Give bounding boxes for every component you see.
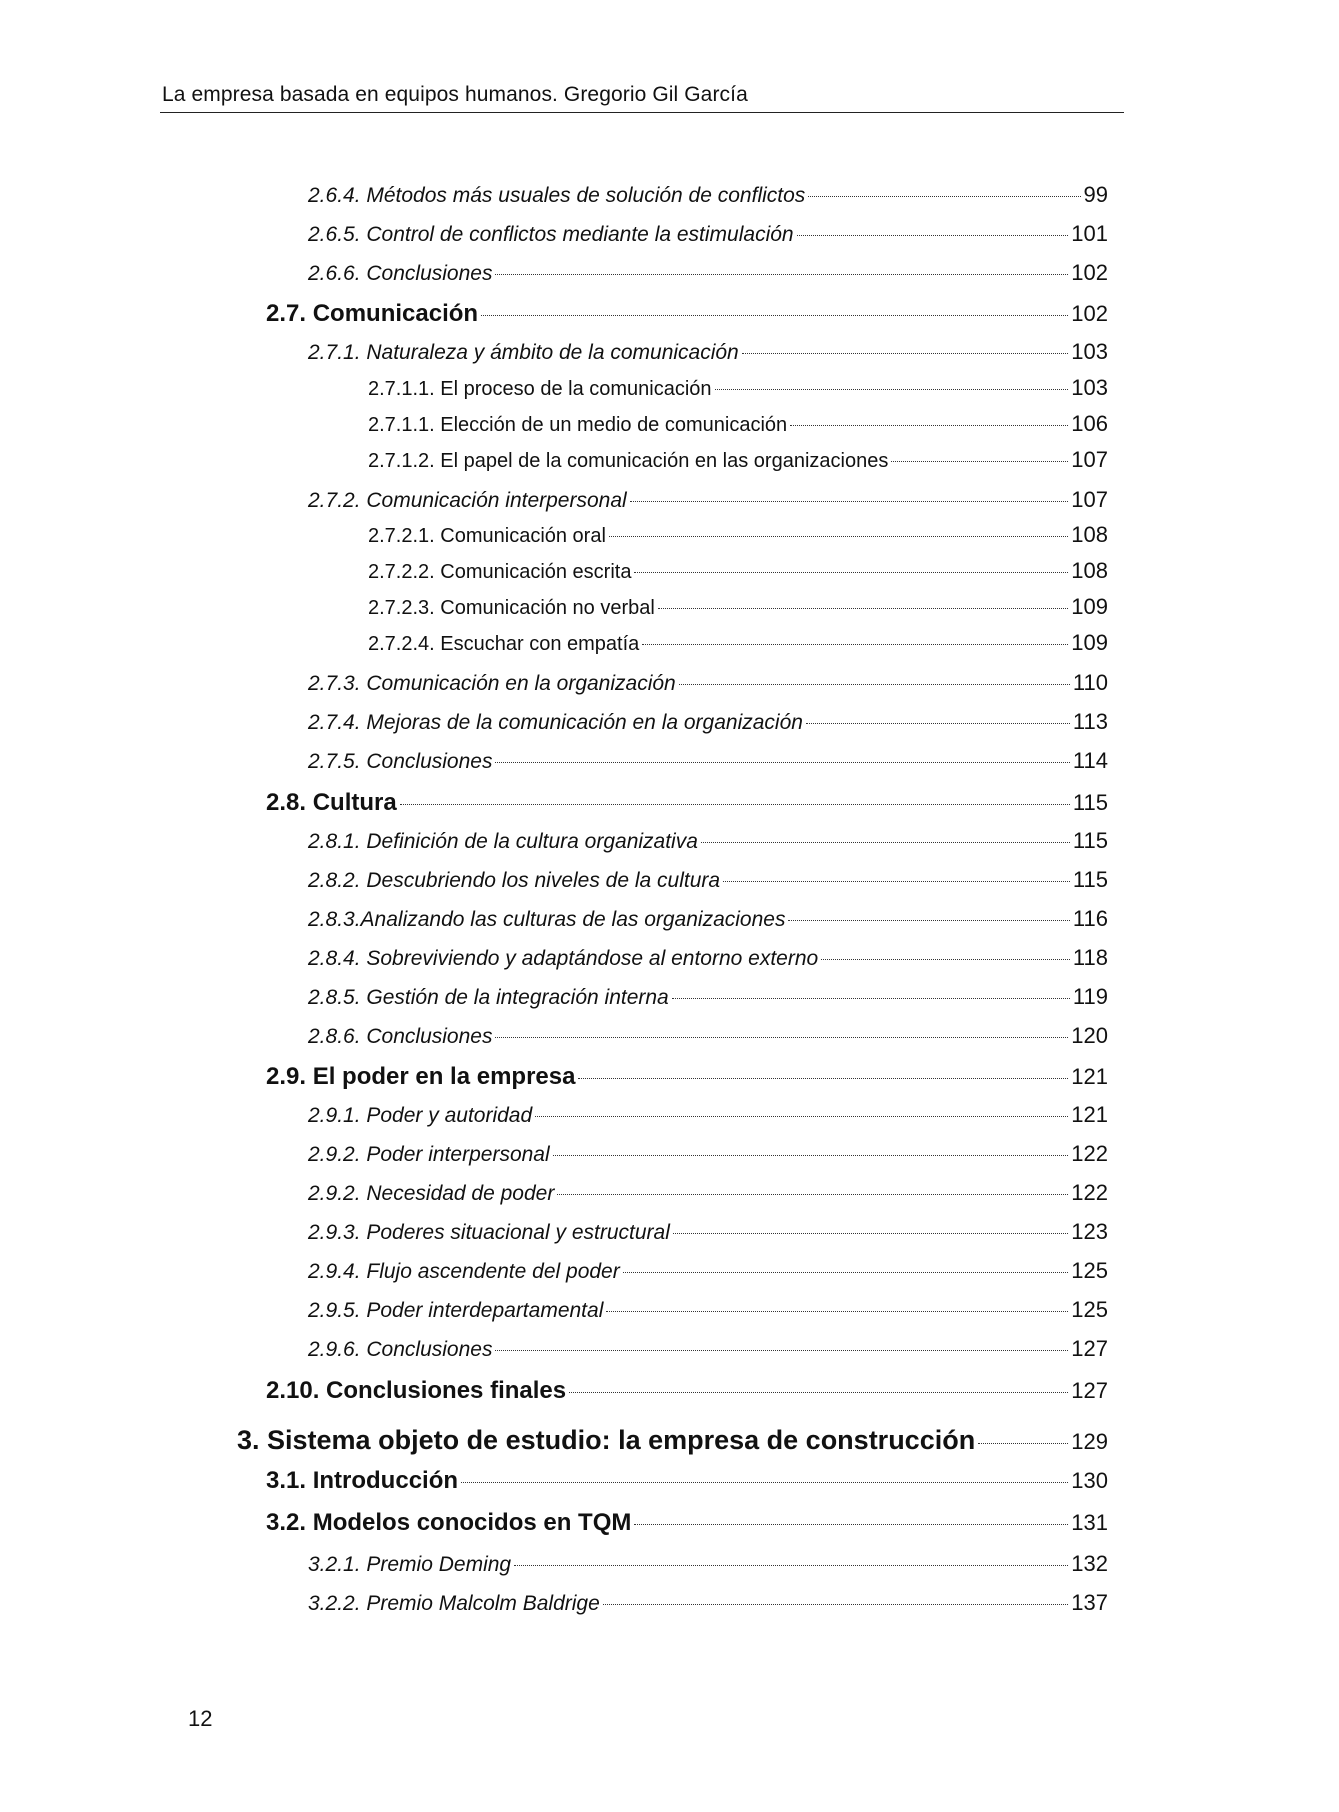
toc-leader-dots [788, 920, 1069, 921]
toc-entry [308, 1590, 1108, 1616]
toc-leader-dots [495, 1350, 1068, 1351]
header-title: La empresa basada en equipos humanos. Gregorio Gil García [162, 83, 748, 106]
toc-leader-dots [400, 804, 1070, 805]
toc-entry-title: 2.8.1. Definición de la cultura organizativa [308, 830, 698, 853]
toc-leader-dots [790, 425, 1068, 426]
toc-leader-dots [806, 723, 1070, 724]
toc-entry-page: 125 [1071, 1297, 1108, 1322]
toc-entry-title: 2.9.4. Flujo ascendente del poder [308, 1260, 620, 1283]
toc-leader-dots [535, 1116, 1068, 1117]
toc-entry [368, 522, 1108, 548]
toc-entry-title: 2.8. Cultura [266, 789, 397, 816]
toc-entry-title: 2.9.2. Poder interpersonal [308, 1143, 550, 1166]
toc-leader-dots [673, 1233, 1068, 1234]
toc-entry [368, 594, 1108, 620]
toc-entry-page: 127 [1071, 1336, 1108, 1361]
toc-entry-title: 2.7.2.4. Escuchar con empatía [368, 633, 640, 655]
toc-leader-dots [553, 1155, 1069, 1156]
toc-leader-dots [603, 1604, 1068, 1605]
toc-entry-page: 115 [1072, 828, 1108, 853]
toc-entry-title: 2.10. Conclusiones finales [266, 1377, 567, 1404]
toc-leader-dots [630, 501, 1069, 502]
toc-entry [308, 670, 1108, 696]
toc-leader-dots [634, 1524, 1068, 1525]
toc-leader-dots [514, 1565, 1068, 1566]
toc-leader-dots [495, 1037, 1068, 1038]
toc-entry-title: 2.8.3.Analizando las culturas de las organizaciones [308, 908, 786, 931]
toc-leader-dots [569, 1392, 1068, 1393]
toc-entry-page: 122 [1071, 1141, 1108, 1166]
toc-entry-page: 109 [1071, 594, 1108, 619]
toc-entry-title: 2.7.2.1. Comunicación oral [368, 525, 606, 547]
toc-entry [308, 748, 1108, 774]
toc-entry-title: 2.9.6. Conclusiones [308, 1338, 493, 1361]
toc-entry [368, 630, 1108, 656]
toc-entry-page: 118 [1072, 945, 1108, 970]
toc-entry-page: 125 [1071, 1258, 1108, 1283]
toc-leader-dots [672, 998, 1070, 999]
toc-entry [308, 1141, 1108, 1167]
toc-entry [308, 260, 1108, 286]
toc-entry-title: 2.9.1. Poder y autoridad [308, 1104, 533, 1127]
toc-entry-title: 3. Sistema objeto de estudio: la empresa de construcción [237, 1425, 976, 1455]
toc-entry-title: 2.7.1.2. El papel de la comunicación en las organizaciones [368, 450, 889, 472]
toc-leader-dots [578, 1078, 1068, 1079]
toc-entry-page: 116 [1072, 906, 1108, 931]
page-number: 12 [188, 1706, 213, 1731]
toc-entry-page: 107 [1071, 487, 1108, 512]
toc-entry [308, 828, 1108, 854]
toc-leader-dots [557, 1194, 1068, 1195]
toc-entry-title: 2.7. Comunicación [266, 300, 479, 327]
toc-entry [308, 1551, 1108, 1577]
toc-entry-page: 121 [1071, 1102, 1108, 1127]
toc-entry [266, 789, 1108, 817]
toc-entry [308, 906, 1108, 932]
toc-leader-dots [701, 842, 1070, 843]
toc-entry-page: 127 [1071, 1378, 1108, 1403]
toc-entry [368, 411, 1108, 437]
toc-entry-page: 115 [1072, 867, 1108, 892]
toc-leader-dots [606, 1311, 1068, 1312]
toc-entry [308, 1023, 1108, 1049]
toc-entry-title: 2.6.4. Métodos más usuales de solución de conflictos [308, 184, 806, 207]
toc-entry-page: 119 [1072, 984, 1108, 1009]
toc-entry-title: 2.6.6. Conclusiones [308, 262, 493, 285]
toc-entry-title: 2.9.3. Poderes situacional y estructural [308, 1221, 670, 1244]
toc-entry-title: 3.2. Modelos conocidos en TQM [266, 1509, 632, 1536]
toc-entry-title: 2.9. El poder en la empresa [266, 1063, 576, 1090]
toc-leader-dots [461, 1482, 1068, 1483]
toc-entry-title: 3.1. Introducción [266, 1467, 459, 1494]
toc-entry-title: 2.7.2.3. Comunicación no verbal [368, 597, 655, 619]
toc-leader-dots [715, 389, 1069, 390]
toc-entry-page: 113 [1072, 709, 1108, 734]
toc-leader-dots [609, 536, 1068, 537]
toc-entry-title: 2.8.6. Conclusiones [308, 1025, 493, 1048]
toc-entry [368, 375, 1108, 401]
toc-entry-page: 108 [1071, 558, 1108, 583]
toc-leader-dots [679, 684, 1070, 685]
toc-entry [308, 339, 1108, 365]
toc-entry [266, 1063, 1108, 1091]
toc-entry-title: 2.6.5. Control de conflictos mediante la estimulación [308, 223, 794, 246]
toc-leader-dots [891, 461, 1068, 462]
toc-entry-page: 121 [1071, 1064, 1108, 1089]
toc-leader-dots [821, 959, 1070, 960]
toc-entry [308, 984, 1108, 1010]
toc-entry-title: 2.7.2. Comunicación interpersonal [308, 489, 627, 512]
toc-entry-page: 108 [1071, 522, 1108, 547]
toc-entry-page: 130 [1071, 1468, 1108, 1493]
toc-entry-title: 2.7.1.1. Elección de un medio de comunicación [368, 414, 788, 436]
toc-entry-title: 2.8.4. Sobreviviendo y adaptándose al entorno externo [308, 947, 819, 970]
toc-entry-page: 107 [1071, 447, 1108, 472]
toc-entry-page: 99 [1083, 182, 1108, 207]
toc-leader-dots [495, 762, 1069, 763]
toc-entry-title: 2.7.4. Mejoras de la comunicación en la organización [308, 711, 803, 734]
toc-leader-dots [797, 235, 1069, 236]
toc-entry-title: 2.7.2.2. Comunicación escrita [368, 561, 632, 583]
toc-entry [308, 1180, 1108, 1206]
toc-entry [308, 1219, 1108, 1245]
toc-entry-page: 123 [1071, 1219, 1108, 1244]
toc-leader-dots [723, 881, 1070, 882]
toc-entry [266, 300, 1108, 328]
toc-entry-title: 2.9.5. Poder interdepartamental [308, 1299, 604, 1322]
toc-leader-dots [742, 353, 1069, 354]
toc-entry-page: 131 [1071, 1510, 1108, 1535]
toc-entry-page: 101 [1071, 221, 1108, 246]
toc-entry-page: 129 [1071, 1429, 1108, 1454]
toc-leader-dots [808, 196, 1080, 197]
toc-entry [237, 1425, 1108, 1456]
toc-entry [308, 1297, 1108, 1323]
toc-entry [308, 221, 1108, 247]
toc-entry-title: 2.8.2. Descubriendo los niveles de la cultura [308, 869, 721, 892]
toc-entry-title: 2.7.5. Conclusiones [308, 750, 493, 773]
toc-entry [308, 709, 1108, 735]
toc-entry [308, 1258, 1108, 1284]
toc-entry [368, 558, 1108, 584]
toc-entry-page: 109 [1071, 630, 1108, 655]
toc-entry [266, 1509, 1108, 1537]
toc-entry-title: 2.7.3. Comunicación en la organización [308, 672, 676, 695]
toc-entry-page: 137 [1071, 1590, 1108, 1615]
toc-entry-title: 3.2.1. Premio Deming [308, 1553, 512, 1576]
toc-leader-dots [495, 274, 1068, 275]
toc-entry [308, 487, 1108, 513]
toc-entry-page: 110 [1072, 670, 1108, 695]
toc-entry [266, 1467, 1108, 1495]
toc-entry-title: 2.7.1.1. El proceso de la comunicación [368, 378, 712, 400]
toc-leader-dots [978, 1443, 1068, 1444]
toc-entry [368, 447, 1108, 473]
toc-entry-page: 120 [1071, 1023, 1108, 1048]
toc-entry [308, 867, 1108, 893]
toc-entry-title: 3.2.2. Premio Malcolm Baldrige [308, 1592, 600, 1615]
toc-leader-dots [642, 644, 1068, 645]
toc-entry-title: 2.8.5. Gestión de la integración interna [308, 986, 669, 1009]
toc-entry [308, 1336, 1108, 1362]
toc-entry [308, 182, 1108, 208]
toc-entry-page: 132 [1071, 1551, 1108, 1576]
toc-leader-dots [634, 572, 1068, 573]
toc-entry [308, 1102, 1108, 1128]
toc-leader-dots [658, 608, 1068, 609]
toc-entry-page: 115 [1072, 790, 1108, 815]
toc-entry-title: 2.9.2. Necesidad de poder [308, 1182, 555, 1205]
toc-entry-title: 2.7.1. Naturaleza y ámbito de la comunicación [308, 341, 739, 364]
toc-entry-page: 106 [1071, 411, 1108, 436]
toc-entry-page: 103 [1071, 375, 1108, 400]
toc-leader-dots [481, 315, 1068, 316]
toc-entry-page: 114 [1072, 748, 1108, 773]
toc-entry-page: 102 [1071, 260, 1108, 285]
toc-leader-dots [623, 1272, 1069, 1273]
toc-entry-page: 122 [1071, 1180, 1108, 1205]
toc-entry-page: 102 [1071, 301, 1108, 326]
toc-entry [266, 1377, 1108, 1405]
toc-entry-page: 103 [1071, 339, 1108, 364]
toc-entry [308, 945, 1108, 971]
